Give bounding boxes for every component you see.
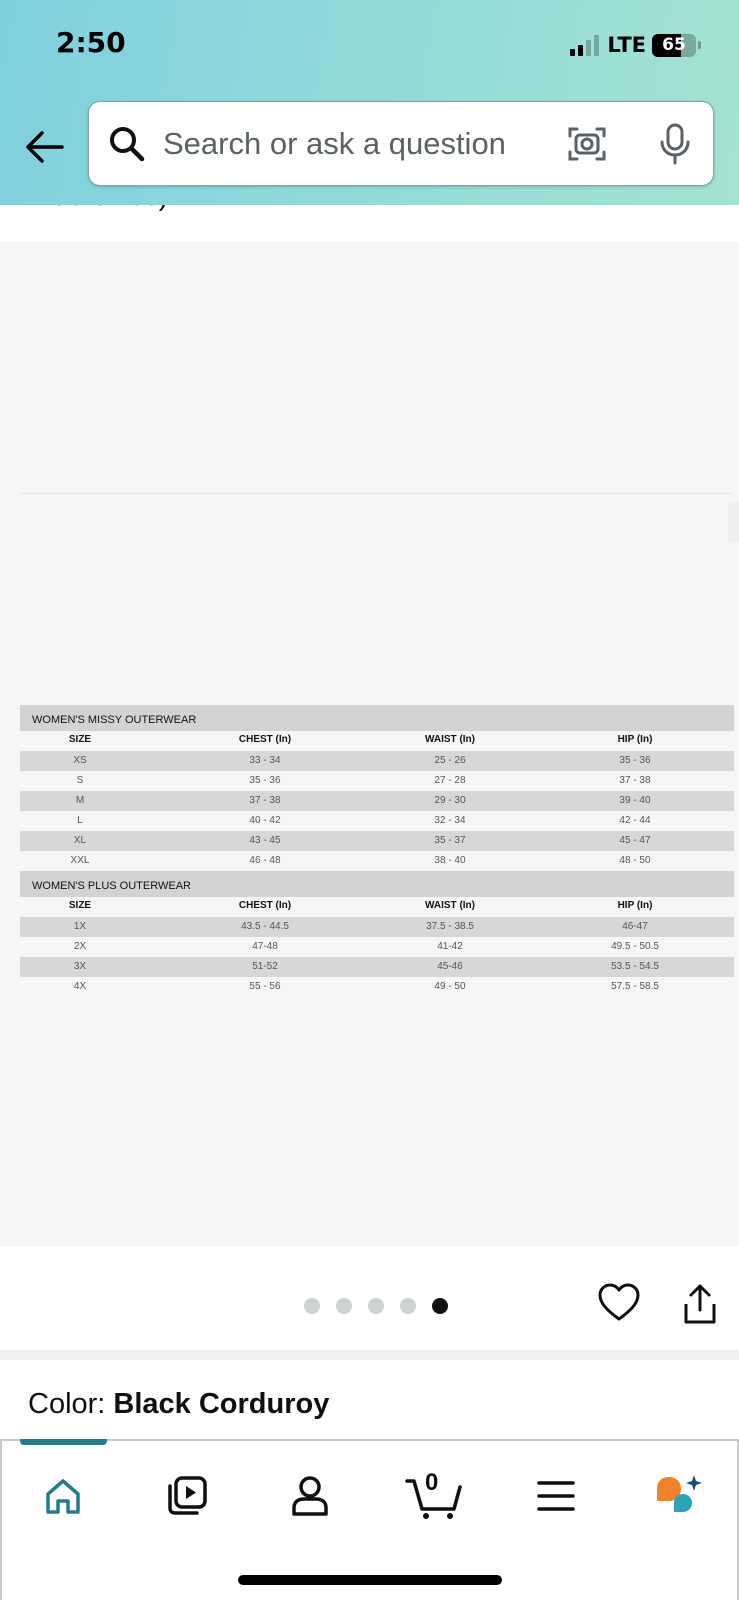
tab-cart[interactable] <box>402 1471 466 1521</box>
share-button[interactable] <box>680 1282 720 1331</box>
table-row <box>20 791 734 811</box>
cell: 45-46 <box>437 961 463 972</box>
cell: 29 - 30 <box>434 795 466 806</box>
section-divider <box>0 1350 739 1360</box>
status-indicators <box>570 31 701 59</box>
section-title: WOMEN'S PLUS OUTERWEAR <box>20 871 734 897</box>
search-placeholder: Search or ask a question <box>163 126 506 161</box>
battery-level: 65 <box>662 34 686 55</box>
tab-rufus-assistant[interactable] <box>648 1471 708 1521</box>
cell: 27 - 28 <box>434 775 466 786</box>
carousel-dot[interactable] <box>304 1298 320 1314</box>
table-row <box>20 937 734 957</box>
image-divider <box>20 493 732 494</box>
product-image-size-chart[interactable] <box>0 242 739 1246</box>
menu-icon <box>536 1479 576 1513</box>
cell: 25 - 26 <box>434 755 466 766</box>
col-size: SIZE <box>68 734 92 745</box>
col-chest: CHEST (In) <box>238 900 292 911</box>
cell: 55 - 56 <box>249 981 281 992</box>
col-waist: WAIST (In) <box>425 900 475 911</box>
signal-icon <box>570 34 599 56</box>
table-row <box>20 851 734 871</box>
back-button[interactable] <box>22 125 66 169</box>
active-tab-indicator <box>20 1439 107 1445</box>
cell: 37.5 - 38.5 <box>426 921 474 932</box>
home-icon <box>43 1476 83 1516</box>
search-input[interactable] <box>88 101 714 186</box>
cell: XL <box>73 835 87 846</box>
color-label: Color: <box>28 1388 114 1420</box>
column-header-row <box>20 731 734 751</box>
cell: 57.5 - 58.5 <box>611 981 659 992</box>
col-hip: HIP (In) <box>617 734 653 745</box>
cell: 45 - 47 <box>619 835 651 846</box>
cell: 47-48 <box>252 941 278 952</box>
cell: 35 - 37 <box>434 835 466 846</box>
image-edge <box>728 502 739 542</box>
table-row <box>20 957 734 977</box>
cell: 49 - 50 <box>434 981 466 992</box>
cell: 42 - 44 <box>619 815 651 826</box>
col-waist: WAIST (In) <box>425 734 475 745</box>
tab-home[interactable] <box>33 1471 93 1521</box>
carousel-dot[interactable] <box>368 1298 384 1314</box>
color-selection <box>28 1388 329 1421</box>
table-row <box>20 811 734 831</box>
carousel-indicator[interactable] <box>304 1298 448 1314</box>
cell: M <box>75 795 85 806</box>
carousel-dot-active[interactable] <box>432 1298 448 1314</box>
back-arrow-icon <box>24 130 64 164</box>
video-library-icon <box>165 1474 209 1518</box>
cell: 32 - 34 <box>434 815 466 826</box>
battery-icon <box>652 34 696 57</box>
section-title: WOMEN'S MISSY OUTERWEAR <box>20 705 734 731</box>
app-header <box>0 0 739 205</box>
cell: 38 - 40 <box>434 855 466 866</box>
col-size: SIZE <box>68 900 92 911</box>
cell: 2X <box>73 941 87 952</box>
battery-tip <box>698 41 701 49</box>
table-row <box>20 917 734 937</box>
cell: 37 - 38 <box>249 795 281 806</box>
cell: 46 - 48 <box>249 855 281 866</box>
table-row <box>20 771 734 791</box>
table-row <box>20 751 734 771</box>
cell: 39 - 40 <box>619 795 651 806</box>
cell: 48 - 50 <box>619 855 651 866</box>
color-value: Black Corduroy <box>113 1388 330 1420</box>
tab-video[interactable] <box>157 1471 217 1521</box>
tab-menu[interactable] <box>526 1471 586 1521</box>
cell: S <box>76 775 84 786</box>
share-icon <box>680 1282 720 1326</box>
cell: XXL <box>70 855 90 866</box>
cell: L <box>77 815 83 826</box>
cell: 33 - 34 <box>249 755 281 766</box>
size-chart <box>20 705 734 997</box>
cell: 3X <box>73 961 87 972</box>
table-row <box>20 977 734 997</box>
microphone-icon <box>657 122 693 166</box>
cell: 46-47 <box>622 921 648 932</box>
column-header-row <box>20 897 734 917</box>
cell: 41-42 <box>437 941 463 952</box>
carousel-dot[interactable] <box>336 1298 352 1314</box>
cell: 37 - 38 <box>619 775 651 786</box>
rufus-assistant-icon <box>652 1471 704 1521</box>
network-type: LTE <box>607 33 646 57</box>
cell: XS <box>73 755 87 766</box>
cell: 51-52 <box>252 961 278 972</box>
cell: 53.5 - 54.5 <box>611 961 659 972</box>
tab-account[interactable] <box>280 1471 340 1521</box>
cell: 49.5 - 50.5 <box>611 941 659 952</box>
cell: 4X <box>73 981 87 992</box>
account-icon <box>290 1474 330 1518</box>
search-icon <box>107 124 147 164</box>
carousel-dot[interactable] <box>400 1298 416 1314</box>
cell: 43 - 45 <box>249 835 281 846</box>
col-chest: CHEST (In) <box>238 734 292 745</box>
table-row <box>20 831 734 851</box>
col-hip: HIP (In) <box>617 900 653 911</box>
camera-search-icon <box>567 124 607 164</box>
home-indicator <box>238 1575 502 1585</box>
cart-count-badge: 0 <box>425 1469 439 1496</box>
cell: 35 - 36 <box>249 775 281 786</box>
wishlist-button[interactable] <box>597 1282 641 1327</box>
cell: 35 - 36 <box>619 755 651 766</box>
heart-icon <box>597 1282 641 1322</box>
status-time: 2:50 <box>56 26 126 59</box>
cell: 1X <box>73 921 87 932</box>
cell: 43.5 - 44.5 <box>241 921 289 932</box>
cell: 40 - 42 <box>249 815 281 826</box>
